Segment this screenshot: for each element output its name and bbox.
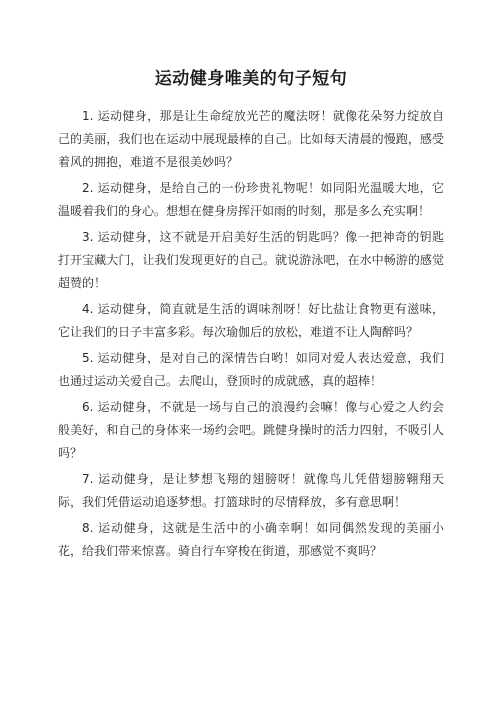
paragraph-list: [58, 105, 444, 563]
paragraph-2: 2. 运动健身，是给自己的一份珍贵礼物呢！如同阳光温暖大地，它温暖着我们的身心。想想在健身房挥汗如雨的时刻，那是多么充实啊！: [58, 181, 444, 218]
paragraph-5: 5. 运动健身，是对自己的深情告白哟！如同对爱人表达爱意，我们也通过运动关爱自己。去爬山，登顶时的成就感，真的超棒！: [58, 351, 444, 388]
paragraph-8: 8. 运动健身，这就是生活中的小确幸啊！如同偶然发现的美丽小花，给我们带来惊喜。骑自行车穿梭在街道，那感觉不爽吗？: [58, 521, 444, 558]
paragraph-1: 1. 运动健身，那是让生命绽放光芒的魔法呀！就像花朵努力绽放自己的美丽，我们也在运动中展现最棒的自己。比如每天清晨的慢跑，感受着风的拥抱，难道不是很美妙吗？: [58, 109, 444, 169]
paragraph-6: 6. 运动健身，不就是一场与自己的浪漫约会嘛！像与心爱之人约会般美好，和自己的身体来一场约会吧。跳健身操时的活力四射，不吸引人吗？: [58, 400, 444, 460]
paragraph-3: 3. 运动健身，这不就是开启美好生活的钥匙吗？像一把神奇的钥匙打开宝藏大门，让我们发现更好的自己。就说游泳吧，在水中畅游的感觉超赞的！: [58, 230, 444, 290]
page-title: 运动健身唯美的句子短句: [154, 69, 348, 89]
paragraph-7: 7. 运动健身，是让梦想飞翔的翅膀呀！就像鸟儿凭借翅膀翱翔天际，我们凭借运动追逐梦想。打篮球时的尽情释放，多有意思啊！: [58, 472, 444, 509]
paragraph-4: 4. 运动健身，简直就是生活的调味剂呀！好比盐让食物更有滋味，它让我们的日子丰富多彩。每次瑜伽后的放松，难道不让人陶醉吗？: [58, 302, 444, 339]
